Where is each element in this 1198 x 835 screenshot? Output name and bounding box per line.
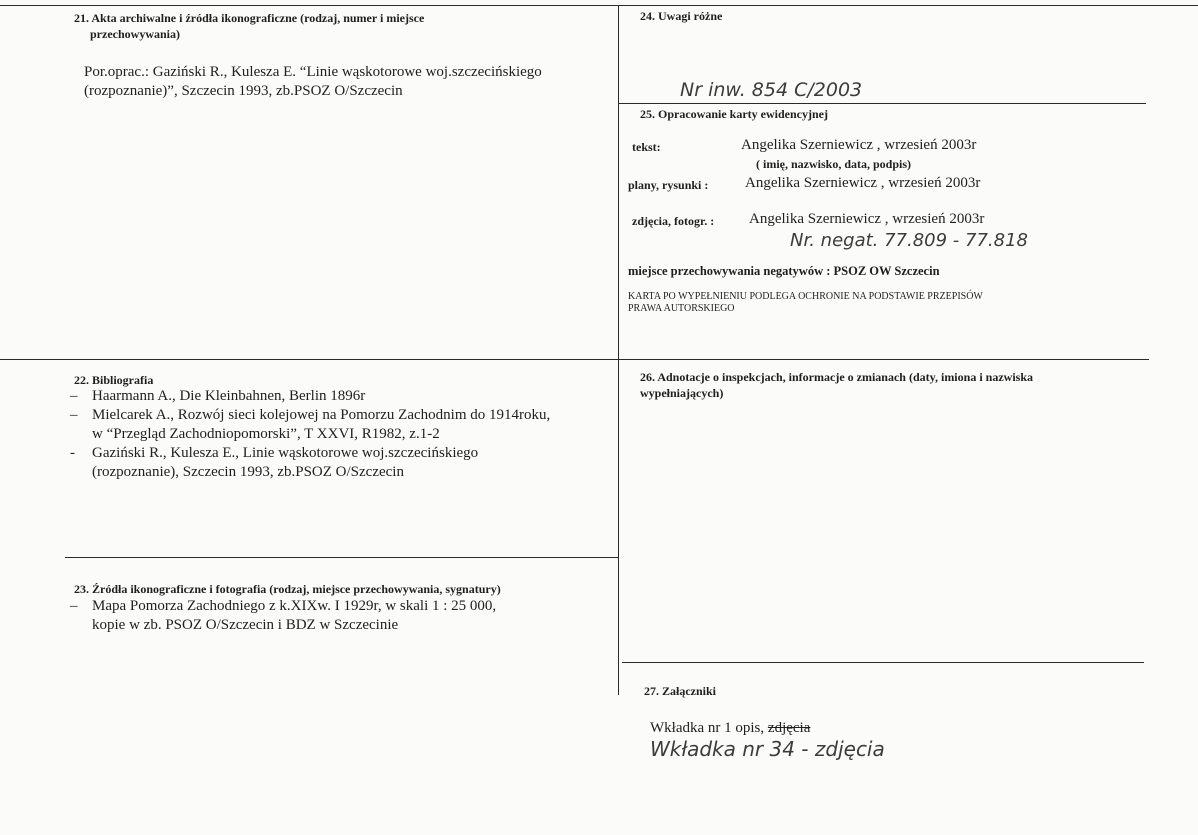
attachments-typed	[650, 719, 810, 738]
copyright-notice-line2: PRAWA AUTORSKIEGO	[628, 303, 735, 314]
divider-25-26	[618, 359, 1149, 360]
bibliography-item-text: Gaziński R., Kulesza E., Linie wąskotorowe woj.szczecińskiego	[92, 445, 479, 461]
bibliography-item	[70, 444, 618, 482]
bibliography-item-text: Haarmann A., Die Kleinbahnen, Berlin 1896r	[92, 388, 366, 404]
tekst-hint: ( imię, nazwisko, data, podpis)	[756, 157, 912, 171]
copyright-notice-line1: KARTA PO WYPEŁNIENIU PODLEGA OCHRONIE NA PODSTAWIE PRZEPISÓW	[628, 291, 983, 302]
divider-26-27	[622, 662, 1144, 663]
attachments-handwritten: Wkładka nr 34 - zdjęcia	[650, 737, 885, 761]
section-24-header: 24. Uwagi różne	[640, 9, 723, 23]
plany-value: Angelika Szerniewicz , wrzesień 2003r	[745, 175, 981, 191]
inventory-number-handwritten: Nr inw. 854 C/2003	[680, 79, 863, 101]
bibliography-list	[70, 387, 618, 482]
divider-22-23	[65, 557, 618, 558]
bibliography-item	[70, 387, 618, 406]
bibliography-bullet: –	[70, 388, 78, 404]
attachments-typed-part2: opis,	[731, 720, 768, 736]
bibliography-item-text-cont: w “Przegląd Zachodniopomorski”, T XXVI, R1982, z.1-2	[92, 426, 440, 442]
divider-21-22	[0, 359, 618, 360]
zdjecia-label: zdjęcia, fotogr. :	[632, 214, 715, 228]
top-border	[0, 5, 1198, 6]
iconography-text: Mapa Pomorza Zachodniego z k.XIXw. I 1929r, w skali 1 : 25 000,	[92, 598, 497, 614]
iconography-list	[70, 597, 618, 635]
attachments-typed-part1: Wkładka nr 1	[650, 720, 732, 736]
section-21-header-line2: przechowywania)	[90, 27, 180, 41]
section-26-header-line2: wypełniających)	[640, 386, 724, 400]
center-divider	[618, 5, 619, 695]
copyright-notice	[628, 291, 983, 315]
bibliography-item-text-cont: (rozpoznanie), Szczecin 1993, zb.PSOZ O/Szczecin	[92, 464, 404, 480]
section-22-header: 22. Bibliografia	[74, 373, 154, 387]
section-21-text-line2: (rozpoznanie)”, Szczecin 1993, zb.PSOZ O/Szczecin	[84, 83, 403, 99]
section-26-header-line1: 26. Adnotacje o inspekcjach, informacje o zmianach (daty, imiona i nazwiska	[640, 370, 1033, 384]
section-25-header: 25. Opracowanie karty ewidencyjnej	[640, 107, 828, 121]
section-23-header: 23. Źródła ikonograficzne i fotografia (rodzaj, miejsce przechowywania, sygnatury)	[74, 582, 501, 596]
section-27-header: 27. Załączniki	[644, 684, 717, 698]
tekst-value: Angelika Szerniewicz , wrzesień 2003r	[741, 137, 977, 153]
bibliography-bullet: -	[70, 445, 75, 461]
zdjecia-value: Angelika Szerniewicz , wrzesień 2003r	[749, 211, 985, 227]
section-21-header-line1: 21. Akta archiwalne i źródła ikonograficzne (rodzaj, numer i miejsce	[74, 11, 425, 25]
divider-24-25	[618, 103, 1146, 104]
bibliography-bullet: –	[70, 407, 78, 423]
section-21-header	[74, 10, 614, 42]
negatives-location: miejsce przechowywania negatywów : PSOZ OW Szczecin	[628, 264, 940, 278]
negative-numbers-handwritten: Nr. negat. 77.809 - 77.818	[790, 230, 1028, 251]
bibliography-item-text: Mielcarek A., Rozwój sieci kolejowej na Pomorzu Zachodnim do 1914roku,	[92, 407, 551, 423]
tekst-label: tekst:	[632, 140, 661, 154]
attachments-typed-struck: zdjęcia	[767, 720, 811, 736]
section-21-text-line1: Por.oprac.: Gaziński R., Kulesza E. “Linie wąskotorowe woj.szczecińskiego	[84, 64, 542, 80]
iconography-text-cont: kopie w zb. PSOZ O/Szczecin i BDZ w Szczecinie	[92, 617, 399, 633]
section-21-text	[84, 63, 614, 101]
iconography-bullet: –	[70, 598, 78, 614]
plany-label: plany, rysunki :	[628, 178, 709, 192]
section-26-header	[640, 369, 1160, 401]
bibliography-item	[70, 406, 618, 444]
